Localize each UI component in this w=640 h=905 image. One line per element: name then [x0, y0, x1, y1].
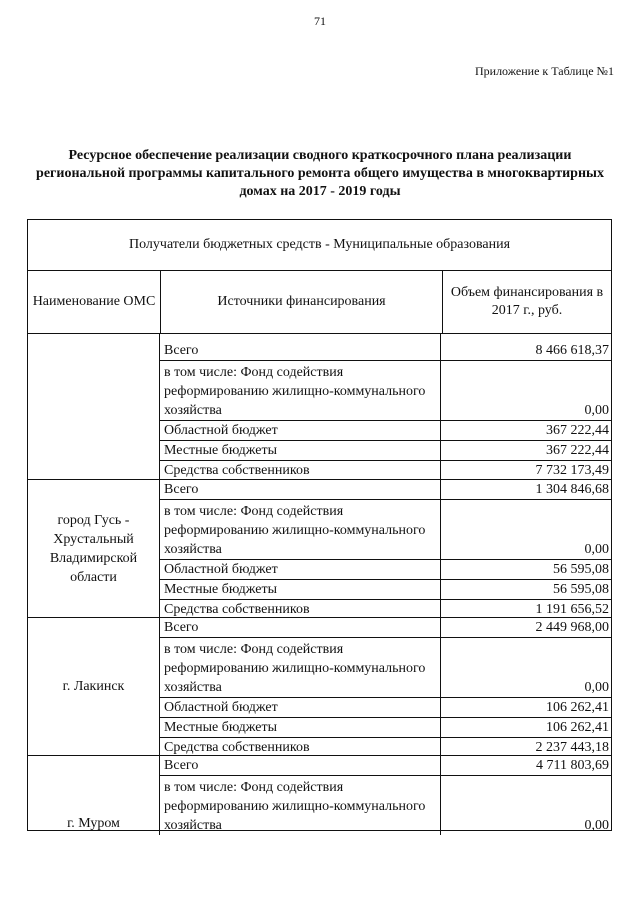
table-row — [160, 461, 611, 480]
table-group-total — [28, 334, 611, 480]
table-row — [160, 638, 611, 698]
value-cell: 0,00 — [584, 680, 609, 695]
group-name: г. Лакинск — [28, 618, 160, 755]
group-name: г. Муром — [28, 756, 160, 835]
funding-table — [27, 219, 612, 831]
source-cell: Всего — [160, 480, 441, 499]
value-cell: 7 732 173,49 — [535, 463, 609, 478]
source-cell: в том числе: Фонд содействия реформированию жилищно-коммунального хозяйства — [160, 776, 441, 835]
source-cell: Всего — [160, 618, 441, 637]
source-cell: в том числе: Фонд содействия реформированию жилищно-коммунального хозяйства — [160, 638, 441, 697]
table-header: Получатели бюджетных средств - Муниципальные образования — [28, 220, 611, 271]
source-cell: Областной бюджет — [160, 560, 441, 579]
table-row — [160, 618, 611, 638]
table-row — [160, 441, 611, 461]
document-title: Ресурсное обеспечение реализации сводного краткосрочного плана реализации региональной программы капитального ремонта общего имущества в многоквартирных домах на 2017 - 2019 годы — [36, 148, 604, 199]
value-cell: 1 191 656,52 — [535, 602, 609, 617]
value-cell: 0,00 — [584, 403, 609, 418]
source-cell: в том числе: Фонд содействия реформированию жилищно-коммунального хозяйства — [160, 361, 441, 420]
group-name: город Гусь - Хрустальный Владимирской области — [28, 480, 160, 617]
table-row — [160, 600, 611, 619]
column-header-oms: Наименование ОМС — [28, 271, 161, 333]
value-cell: 106 262,41 — [546, 700, 609, 715]
table-row — [160, 738, 611, 757]
table-group-lakinsk — [28, 618, 611, 756]
table-group-murom — [28, 756, 611, 835]
source-cell: Местные бюджеты — [160, 441, 441, 460]
source-cell: Местные бюджеты — [160, 718, 441, 737]
value-cell: 2 237 443,18 — [535, 740, 609, 755]
table-row — [160, 776, 611, 835]
value-cell: 8 466 618,37 — [535, 343, 609, 358]
table-row — [160, 718, 611, 738]
table-row — [160, 421, 611, 441]
value-cell: 367 222,44 — [546, 423, 609, 438]
value-cell: 367 222,44 — [546, 443, 609, 458]
value-cell: 56 595,08 — [553, 582, 609, 597]
source-cell: в том числе: Фонд содействия реформированию жилищно-коммунального хозяйства — [160, 500, 441, 559]
value-cell: 56 595,08 — [553, 562, 609, 577]
value-cell: 0,00 — [584, 818, 609, 833]
table-row — [160, 480, 611, 500]
column-headers — [28, 271, 611, 334]
column-header-source: Источники финансирования — [161, 271, 443, 333]
source-cell: Средства собственников — [160, 600, 441, 619]
source-cell: Средства собственников — [160, 738, 441, 757]
source-cell: Всего — [160, 334, 441, 360]
source-cell: Средства собственников — [160, 461, 441, 480]
source-cell: Всего — [160, 756, 441, 775]
table-group-gus-khrustalny — [28, 480, 611, 618]
value-cell: 2 449 968,00 — [535, 620, 609, 635]
table-row — [160, 580, 611, 600]
source-cell: Местные бюджеты — [160, 580, 441, 599]
table-row — [160, 756, 611, 776]
appendix-label: Приложение к Таблице №1 — [474, 64, 614, 78]
source-cell: Областной бюджет — [160, 421, 441, 440]
value-cell: 4 711 803,69 — [536, 758, 609, 773]
value-cell: 106 262,41 — [546, 720, 609, 735]
table-row — [160, 560, 611, 580]
table-row — [160, 500, 611, 560]
source-cell: Областной бюджет — [160, 698, 441, 717]
value-cell: 1 304 846,68 — [535, 482, 609, 497]
table-row — [160, 698, 611, 718]
page-number: 71 — [314, 14, 326, 28]
table-row — [160, 361, 611, 421]
group-name — [28, 334, 160, 479]
table-row — [160, 334, 611, 361]
value-cell: 0,00 — [584, 542, 609, 557]
column-header-volume: Объем финансирования в 2017 г., руб. — [450, 285, 604, 318]
